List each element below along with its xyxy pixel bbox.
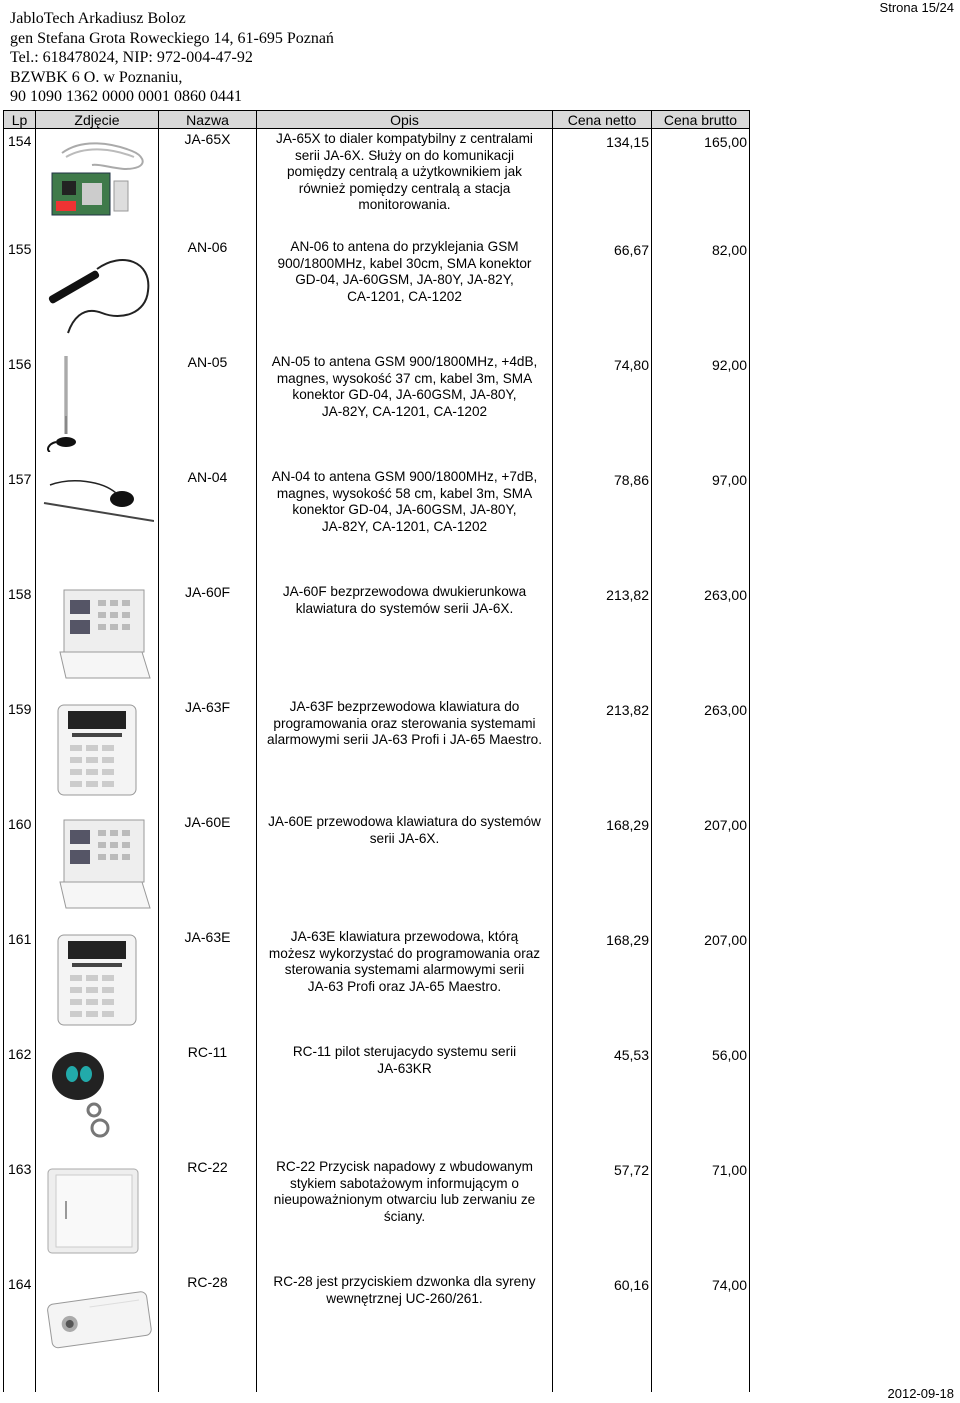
description-line: alarmowymi serii JA-63 Profi i JA-65 Maestro. xyxy=(267,732,542,747)
gross-price: 207,00 xyxy=(652,927,750,1042)
product-description xyxy=(257,237,553,352)
gross-price: 74,00 xyxy=(652,1272,750,1392)
product-name: RC-22 xyxy=(159,1157,257,1272)
table-row xyxy=(4,1272,750,1392)
description-line: GD-04, JA-60GSM, JA-80Y, JA-82Y, xyxy=(295,272,514,287)
product-description xyxy=(257,812,553,927)
description-line: nieupoważnionym otwarciu lub zerwaniu ze xyxy=(273,1192,536,1207)
description-line: AN-04 to antena GSM 900/1800MHz, +7dB, xyxy=(271,469,538,484)
col-name: Nazwa xyxy=(159,111,257,129)
product-name: JA-63F xyxy=(159,697,257,812)
product-name: AN-04 xyxy=(159,467,257,582)
panic-button-icon xyxy=(42,1161,154,1257)
net-price: 45,53 xyxy=(553,1042,652,1157)
row-lp: 154 xyxy=(4,129,36,238)
row-lp: 158 xyxy=(4,582,36,697)
row-lp: 159 xyxy=(4,697,36,812)
gross-price: 56,00 xyxy=(652,1042,750,1157)
product-description xyxy=(257,927,553,1042)
table-row xyxy=(4,237,750,352)
col-gross-price: Cena brutto xyxy=(652,111,750,129)
table-header xyxy=(4,111,750,129)
product-description xyxy=(257,697,553,812)
page-number: Strona 15/24 xyxy=(879,0,954,15)
company-address: gen Stefana Grota Roweckiego 14, 61-695 Poznań xyxy=(10,29,334,47)
row-lp: 163 xyxy=(4,1157,36,1272)
description-line: magnes, wysokość 37 cm, kabel 3m, SMA xyxy=(276,370,533,386)
col-lp: Lp xyxy=(4,111,36,129)
description-line: JA-65X to dialer kompatybilny z centralami xyxy=(276,131,533,146)
description-line: JA-82Y, CA-1201, CA-1202 xyxy=(321,403,488,419)
description-line: RC-22 Przycisk napadowy z wbudowanym xyxy=(276,1159,533,1174)
product-photo xyxy=(36,582,159,697)
net-price: 60,16 xyxy=(553,1272,652,1392)
description-line: 900/1800MHz, kabel 30cm, SMA konektor xyxy=(277,255,532,271)
gross-price: 92,00 xyxy=(652,352,750,467)
company-name: JabloTech Arkadiusz Boloz xyxy=(10,10,186,27)
product-name: JA-60F xyxy=(159,582,257,697)
table-row xyxy=(4,697,750,812)
description-line: serii JA-6X. Służy on do komunikacji xyxy=(294,147,515,163)
company-header xyxy=(10,9,334,107)
product-description xyxy=(257,1272,553,1392)
description-line: sterowania systemami alarmowymi serii xyxy=(284,962,525,977)
price-list-table xyxy=(3,110,750,1392)
col-net-price: Cena netto xyxy=(553,111,652,129)
description-line: wewnętrznej UC-260/261. xyxy=(326,1290,483,1306)
net-price: 168,29 xyxy=(553,812,652,927)
description-line: JA-60E przewodowa klawiatura do systemów xyxy=(268,814,541,829)
row-lp: 157 xyxy=(4,467,36,582)
doorbell-button-icon xyxy=(42,1276,154,1372)
description-line: JA-60F bezprzewodowa dwukierunkowa xyxy=(282,584,527,599)
net-price: 74,80 xyxy=(553,352,652,467)
antenna-flat-icon xyxy=(42,241,154,337)
gross-price: 263,00 xyxy=(652,582,750,697)
net-price: 57,72 xyxy=(553,1157,652,1272)
keypad-icon xyxy=(42,816,154,912)
product-photo xyxy=(36,1272,159,1392)
net-price: 66,67 xyxy=(553,237,652,352)
row-lp: 164 xyxy=(4,1272,36,1392)
description-line: monitorowania. xyxy=(358,197,451,212)
company-account: 90 1090 1362 0000 0001 0860 0441 xyxy=(10,88,242,106)
table-row xyxy=(4,129,750,238)
net-price: 134,15 xyxy=(553,129,652,238)
description-line: konektor GD-04, JA-60GSM, JA-80Y, xyxy=(292,387,517,402)
net-price: 78,86 xyxy=(553,467,652,582)
description-line: JA-63F bezprzewodowa klawiatura do xyxy=(289,699,520,714)
description-line: możesz wykorzystać do programowania oraz xyxy=(268,945,541,961)
table-row xyxy=(4,467,750,582)
product-photo xyxy=(36,927,159,1042)
keypad-icon xyxy=(42,586,154,682)
gross-price: 165,00 xyxy=(652,129,750,238)
description-line: pomiędzy centralą a użytkownikiem jak xyxy=(287,164,522,179)
row-lp: 160 xyxy=(4,812,36,927)
remote-fob-icon xyxy=(42,1046,154,1142)
col-description: Opis xyxy=(257,111,553,129)
antenna-mast-icon xyxy=(42,356,154,452)
description-line: RC-28 jest przyciskiem dzwonka dla syreny xyxy=(273,1274,536,1289)
table-row xyxy=(4,582,750,697)
product-name: AN-06 xyxy=(159,237,257,352)
product-description xyxy=(257,129,553,238)
product-name: JA-63E xyxy=(159,927,257,1042)
product-name: RC-28 xyxy=(159,1272,257,1392)
net-price: 168,29 xyxy=(553,927,652,1042)
description-line: również pomiędzy centralą a stacja xyxy=(298,180,511,196)
print-date: 2012-09-18 xyxy=(887,1386,954,1401)
product-description xyxy=(257,352,553,467)
row-lp: 161 xyxy=(4,927,36,1042)
company-phone-nip: Tel.: 618478024, NIP: 972-004-47-92 xyxy=(10,49,253,67)
table-row xyxy=(4,812,750,927)
company-bank: BZWBK 6 O. w Poznaniu, xyxy=(10,68,183,86)
description-line: AN-06 to antena do przyklejania GSM xyxy=(290,239,519,254)
row-lp: 162 xyxy=(4,1042,36,1157)
description-line: ściany. xyxy=(383,1208,426,1224)
description-line: JA-63E klawiatura przewodowa, którą xyxy=(290,929,519,944)
product-photo xyxy=(36,129,159,238)
description-line: serii JA-6X. xyxy=(369,830,440,846)
description-line: JA-63KR xyxy=(377,1060,432,1076)
description-line: CA-1201, CA-1202 xyxy=(347,288,462,304)
description-line: programowania oraz sterowania systemami xyxy=(273,715,536,731)
product-photo xyxy=(36,1157,159,1272)
product-description xyxy=(257,467,553,582)
table-row xyxy=(4,352,750,467)
description-line: AN-05 to antena GSM 900/1800MHz, +4dB, xyxy=(271,354,538,369)
gross-price: 82,00 xyxy=(652,237,750,352)
gross-price: 263,00 xyxy=(652,697,750,812)
antenna-long-icon xyxy=(42,471,154,567)
description-line: klawiatura do systemów serii JA-6X. xyxy=(295,600,514,616)
table-row xyxy=(4,927,750,1042)
product-name: RC-11 xyxy=(159,1042,257,1157)
product-photo xyxy=(36,352,159,467)
gross-price: 71,00 xyxy=(652,1157,750,1272)
description-line: RC-11 pilot sterujacydo systemu serii xyxy=(292,1044,517,1059)
row-lp: 156 xyxy=(4,352,36,467)
product-photo xyxy=(36,1042,159,1157)
product-photo xyxy=(36,812,159,927)
gross-price: 207,00 xyxy=(652,812,750,927)
description-line: JA-63 Profi oraz JA-65 Maestro. xyxy=(307,978,502,994)
gross-price: 97,00 xyxy=(652,467,750,582)
description-line: JA-82Y, CA-1201, CA-1202 xyxy=(321,518,488,534)
description-line: stykiem sabotażowym informującym o xyxy=(290,1175,519,1191)
table-row xyxy=(4,1042,750,1157)
col-image: Zdjęcie xyxy=(36,111,159,129)
product-description xyxy=(257,582,553,697)
table-row xyxy=(4,1157,750,1272)
net-price: 213,82 xyxy=(553,582,652,697)
net-price: 213,82 xyxy=(553,697,652,812)
product-photo xyxy=(36,467,159,582)
keypad-icon xyxy=(42,701,154,797)
dialer-module-icon xyxy=(42,133,154,229)
product-photo xyxy=(36,237,159,352)
product-name: AN-05 xyxy=(159,352,257,467)
product-name: JA-65X xyxy=(159,129,257,238)
product-description xyxy=(257,1157,553,1272)
keypad-icon xyxy=(42,931,154,1027)
description-line: magnes, wysokość 58 cm, kabel 3m, SMA xyxy=(276,485,533,501)
description-line: konektor GD-04, JA-60GSM, JA-80Y, xyxy=(292,502,517,517)
product-photo xyxy=(36,697,159,812)
product-description xyxy=(257,1042,553,1157)
product-name: JA-60E xyxy=(159,812,257,927)
row-lp: 155 xyxy=(4,237,36,352)
